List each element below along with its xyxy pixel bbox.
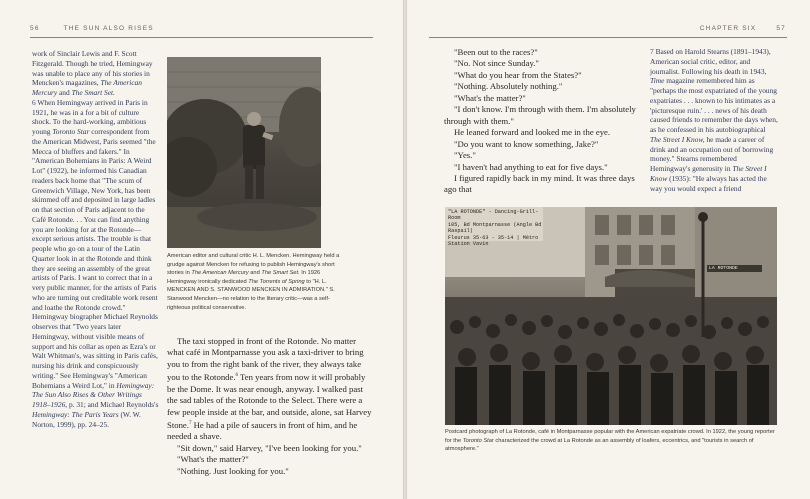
body-paragraph: The taxi stopped in front of the Rotonde. No matter what café in Montparnasse you ask a taxi-driver to bring you to from the right bank of the river, they always take you to the Rotonde.$^6$ Ten years from now it will probably be the Dome. It was near enough, anyway. I walked past the sad tables of the Rotonde to the Select. There were a few people inside at the bar, and outside, alone, sat Harvey Stone.$^7$ He had a pile of saucers in front of him, and he needed a shave. (167, 336, 372, 442)
dialogue-line: "Do you want to know something, Jake?" (454, 138, 599, 149)
dialogue-line: "Been out to the races?" (454, 47, 538, 57)
dialogue-line: "What's the matter?" (454, 92, 526, 103)
postcard-awning-sign: LA ROTONDE (709, 266, 738, 271)
body-paragraph: I figured rapidly back in my mind. It was three days ago that (444, 172, 635, 195)
left-page (0, 0, 403, 499)
dialogue-line: "Sit down," said Harvey, "I've been looking for you." (177, 442, 362, 453)
dialogue-line: "What do you hear from the States?" (454, 69, 582, 80)
mencken-photo (167, 57, 321, 248)
left-header-rule (30, 37, 373, 38)
right-page-number: 57 (776, 25, 786, 32)
dialogue-line: "Nothing. Absolutely nothing." (454, 81, 563, 92)
dialogue-line: "I haven't had anything to eat for five days." (454, 161, 608, 172)
left-sidenotes (32, 49, 160, 429)
dialogue-line: He leaned forward and looked me in the eye. (454, 127, 611, 138)
dialogue-line: "Nothing. Just looking for you." (177, 465, 289, 476)
right-body-text (444, 47, 640, 196)
left-body-text (167, 336, 373, 477)
right-page (407, 0, 810, 499)
right-running-head: CHAPTER SIX (699, 25, 757, 32)
mencken-caption: American editor and cultural critic H. L. Mencken. Hemingway held a grudge against Mencken for refusing to publish Hemingway's short stories in The American Mercury and The Smart Set. In 1926 Hemingway ironically dedicated The Torrents of Spring to "H. L. MENCKEN AND S. STANWOOD MENCKEN IN ADMIRATION." S. Stanwood Mencken—no relation to the literary critic—was a self-righteous political conservative. (167, 253, 340, 311)
dialogue-line: "I don't know. I'm through with them. I'm absolutely through with them." (444, 104, 636, 126)
dialogue-line: "Yes." (454, 150, 476, 161)
dialogue-line: "No. Not since Sunday." (454, 58, 539, 69)
la-rotonde-caption: Postcard photograph of La Rotonde, café in Montparnasse popular with the American expatriate crowd. In 1922, the young reporter for the Toronto Star characterized the crowd at La Rotonde as an assembly of loafers, eccentrics, and "tourists in search of atmosphere." (445, 429, 775, 453)
sidenote-6: 6 When Hemingway arrived in Paris in 1921, he was in a for a bit of culture shock. To the hard-working, ambitious young Toronto Star correspondent from the American Midwest, Paris seemed "the Mecca of bluffers and fakers." In "American Bohemians in Paris: A Weird Lot" (1922), he informed his Canadian readers back home that "The scum of Greenwich Village, New York, has been skimmed off and deposited in large ladles on that section of Paris adjacent to the Café Rotonde. . . You can find anything you are looking for at the Rotonde—except serious artists. The trouble is that people who go on a tour of the Latin Quarter look in at the Rotonde and think they are seeing an assembly of the great artists of Paris. I want to correct that in a very public manner, for the artists of Paris who are turning out creditable work resent and loathe the Rotonde crowd." Hemingway biographer Michael Reynolds observes that "Two years later Hemingway, without visible means of support and his collar as open as Ezra's or Walt Whitman's, was sitting in Paris cafés, nursing his drink and conspicuously writing." See Hemingway's "American Bohemians a Weird Lot," in Hemingway: The Sun Also Rises & Other Writings 1918–1926, p. 31; and Michael Reynolds's Hemingway: The Paris Years (W. W. Norton, 1999), pp. 24–25. (32, 97, 159, 429)
left-page-header (30, 25, 154, 32)
dialogue-line: "What's the matter?" (177, 454, 249, 465)
postcard-sign: "LA ROTONDE" - Dancing-Grill-Room 105, Bd Montparnasse (Angle Bd Raspail) Fleurus 35-63 - 35-14 | Métro Station Vavin (448, 209, 542, 248)
right-sidenotes (650, 47, 778, 193)
left-running-head: THE SUN ALSO RISES (63, 25, 154, 32)
right-page-header (700, 25, 786, 32)
sidenote-5-continued: work of Sinclair Lewis and F. Scott Fitzgerald. Though he tried, Hemingway was unable to place any of his stories in Mencken's magazines, The American Mercury and The Smart Set. (32, 49, 153, 97)
left-page-number: 56 (30, 25, 40, 32)
right-header-rule (429, 37, 787, 38)
sidenote-7: 7 Based on Harold Stearns (1891–1943), American social critic, editor, and journalist. Following his death in 1943, Time magazine remembered him as "perhaps the most expatriated of the young expatriates . . . known to his intimates as a 'picturesque ruin.' . . . news of his death caused friends to remember the days when, as he confessed in his autobiographical The Street I Know, he made a career of drink and an occupation out of borrowing money." Stearns remembered Hemingway's generosity in The Street I Know (1935): "He always has acted the way you would expect a friend (650, 47, 778, 193)
